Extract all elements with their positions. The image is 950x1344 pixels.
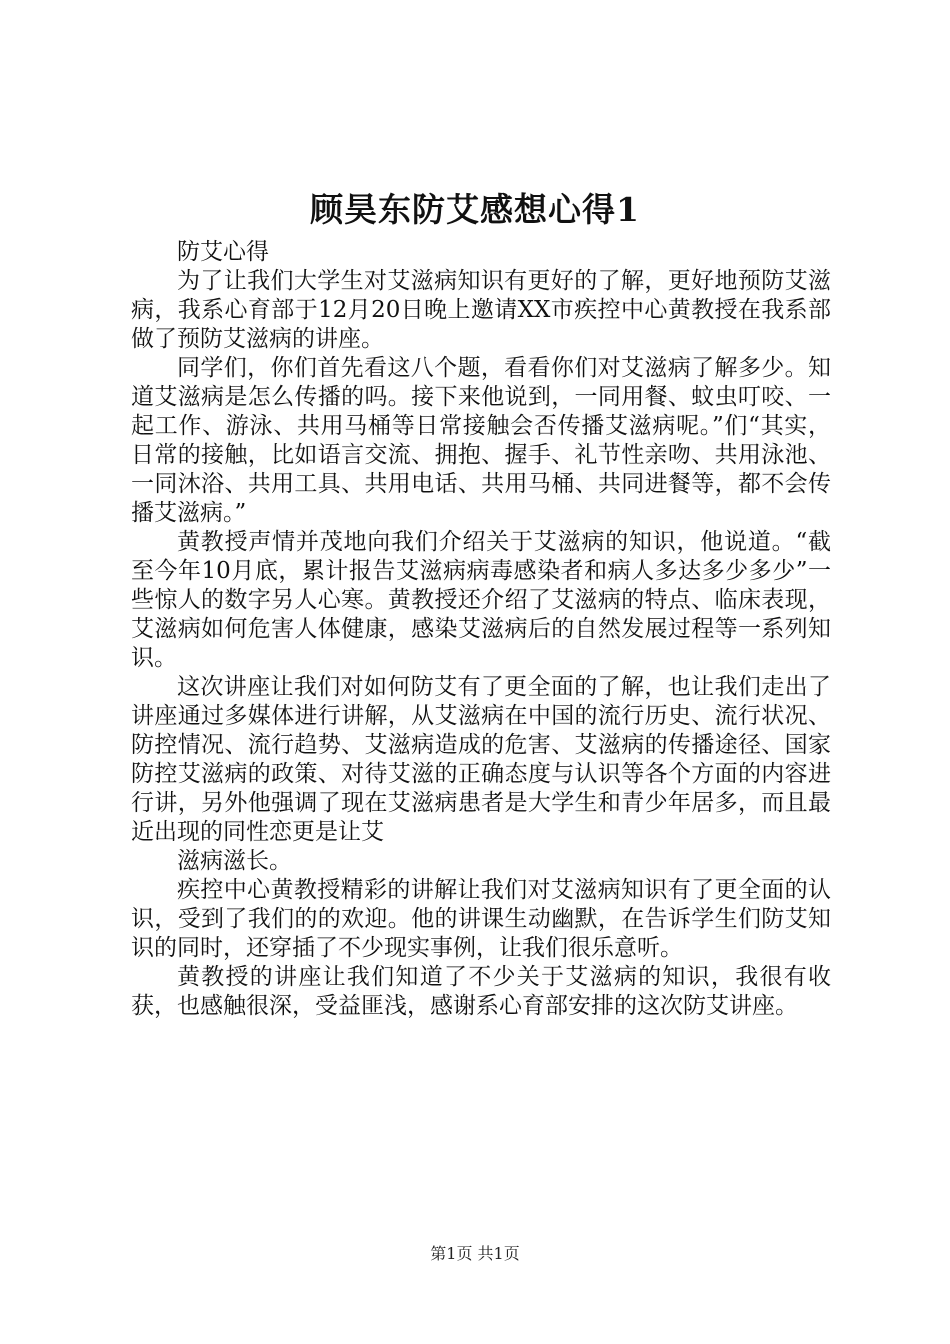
paragraph-heading: 防艾心得 [177,239,269,265]
paragraph: 黄教授的讲座让我们知道了不少关于艾滋病的知识，我很有收获，也感触很深，受益匪浅，感谢系心育部安排的这次防艾讲座。 [131,964,831,1019]
paragraph: 黄教授声情并茂地向我们介绍关于艾滋病的知识，他说道。“截至今年10月底，累计报告艾滋病病毒感染者和病人多达多少多少”一些惊人的数字另人心寒。黄教授还介绍了艾滋病的特点、临床表现，艾滋病如何危害人体健康，感染艾滋病后的自然发展过程等一系列知识。 [131,529,831,671]
paragraph: 滋病滋长。 [177,848,292,874]
paragraph: 疾控中心黄教授精彩的讲解让我们对艾滋病知识有了更全面的认识，受到了我们的的欢迎。他的讲课生动幽默，在告诉学生们防艾知识的同时，还穿插了不少现实事例，让我们很乐意听。 [131,877,831,961]
paragraph: 为了让我们大学生对艾滋病知识有更好的了解，更好地预防艾滋病，我系心育部于12月20日晚上邀请XX市疾控中心黄教授在我系部做了预防艾滋病的讲座。 [131,268,831,352]
paragraph: 同学们，你们首先看这八个题，看看你们对艾滋病了解多少。知道艾滋病是怎么传播的吗。接下来他说到，一同用餐、蚊虫叮咬、一起工作、游泳、共用马桶等日常接触会否传播艾滋病呢。”们“其实，日常的接触，比如语言交流、拥抱、握手、礼节性亲吻、共用泳池、一同沐浴、共用工具、共用电话、共用马桶、共同进餐等，都不会传播艾滋病。” [131,355,831,526]
document-body [131,238,831,1021]
page-footer: 第1页 共1页 [430,1244,520,1263]
document-title: 顾昊东防艾感想心得1 [310,190,640,229]
paragraph: 这次讲座让我们对如何防艾有了更全面的了解，也让我们走出了讲座通过多媒体进行讲解，从艾滋病在中国的流行历史、流行状况、防控情况、流行趋势、艾滋病造成的危害、艾滋病的传播途径、国家防控艾滋病的政策、对待艾滋的正确态度与认识等各个方面的内容进行讲，另外他强调了现在艾滋病患者是大学生和青少年居多，而且最近出现的同性恋更是让艾 [131,674,831,845]
